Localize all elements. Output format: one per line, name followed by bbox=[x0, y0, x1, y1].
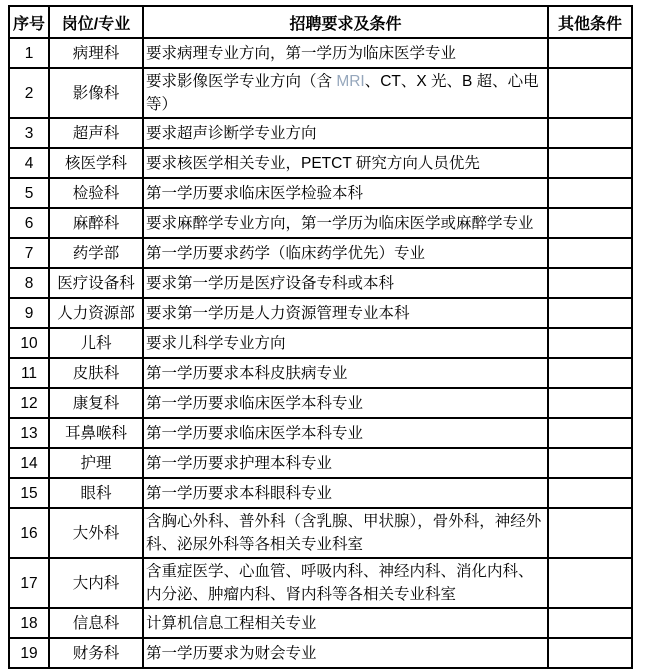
cell-other bbox=[548, 238, 632, 268]
cell-req: 要求第一学历是医疗设备专科或本科 bbox=[143, 268, 548, 298]
cell-other bbox=[548, 148, 632, 178]
cell-req: 第一学历要求护理本科专业 bbox=[143, 448, 548, 478]
cell-req: 第一学历要求本科皮肤病专业 bbox=[143, 358, 548, 388]
cell-other bbox=[548, 328, 632, 358]
cell-other bbox=[548, 388, 632, 418]
table-row bbox=[9, 118, 632, 148]
cell-no: 5 bbox=[9, 178, 49, 208]
header-other: 其他条件 bbox=[548, 6, 632, 38]
table-row bbox=[9, 148, 632, 178]
cell-other bbox=[548, 208, 632, 238]
table-row bbox=[9, 238, 632, 268]
cell-req: 要求儿科学专业方向 bbox=[143, 328, 548, 358]
table-row bbox=[9, 418, 632, 448]
cell-pos: 信息科 bbox=[49, 608, 143, 638]
cell-other bbox=[548, 638, 632, 668]
cell-other bbox=[548, 508, 632, 558]
cell-pos: 儿科 bbox=[49, 328, 143, 358]
table-row bbox=[9, 358, 632, 388]
cell-other bbox=[548, 68, 632, 118]
cell-no: 9 bbox=[9, 298, 49, 328]
cell-pos: 财务科 bbox=[49, 638, 143, 668]
cell-no: 3 bbox=[9, 118, 49, 148]
header-no: 序号 bbox=[9, 6, 49, 38]
cell-pos: 大内科 bbox=[49, 558, 143, 608]
cell-pos: 眼科 bbox=[49, 478, 143, 508]
cell-req: 含重症医学、心血管、呼吸内科、神经内科、消化内科、内分泌、肿瘤内科、肾内科等各相关专业科室 bbox=[143, 558, 548, 608]
cell-pos: 超声科 bbox=[49, 118, 143, 148]
header-requirement: 招聘要求及条件 bbox=[143, 6, 548, 38]
cell-no: 2 bbox=[9, 68, 49, 118]
cell-pos: 检验科 bbox=[49, 178, 143, 208]
cell-pos: 核医学科 bbox=[49, 148, 143, 178]
text-segment: 、CT、X 光、B 超、心电等） bbox=[146, 73, 539, 113]
cell-no: 10 bbox=[9, 328, 49, 358]
cell-pos: 护理 bbox=[49, 448, 143, 478]
cell-pos: 人力资源部 bbox=[49, 298, 143, 328]
cell-no: 15 bbox=[9, 478, 49, 508]
table-row bbox=[9, 508, 632, 558]
cell-req: 要求核医学相关专业，PETCT 研究方向人员优先 bbox=[143, 148, 548, 178]
cell-no: 7 bbox=[9, 238, 49, 268]
table-row bbox=[9, 38, 632, 68]
cell-pos: 医疗设备科 bbox=[49, 268, 143, 298]
cell-req: 第一学历要求为财会专业 bbox=[143, 638, 548, 668]
cell-other bbox=[548, 38, 632, 68]
cell-req: 要求超声诊断学专业方向 bbox=[143, 118, 548, 148]
cell-req: 第一学历要求本科眼科专业 bbox=[143, 478, 548, 508]
cell-other bbox=[548, 418, 632, 448]
cell-pos: 皮肤科 bbox=[49, 358, 143, 388]
table-row bbox=[9, 448, 632, 478]
cell-other bbox=[548, 118, 632, 148]
cell-no: 13 bbox=[9, 418, 49, 448]
cell-no: 14 bbox=[9, 448, 49, 478]
cell-other bbox=[548, 478, 632, 508]
cell-pos: 影像科 bbox=[49, 68, 143, 118]
cell-other bbox=[548, 268, 632, 298]
cell-no: 11 bbox=[9, 358, 49, 388]
cell-req bbox=[143, 68, 548, 118]
table-header bbox=[9, 6, 632, 38]
cell-no: 8 bbox=[9, 268, 49, 298]
table-row bbox=[9, 638, 632, 668]
header-row bbox=[9, 6, 632, 38]
header-position: 岗位/专业 bbox=[49, 6, 143, 38]
table-row bbox=[9, 328, 632, 358]
cell-pos: 麻醉科 bbox=[49, 208, 143, 238]
highlighted-text: MRI bbox=[336, 73, 365, 90]
table-row bbox=[9, 558, 632, 608]
cell-other bbox=[548, 608, 632, 638]
cell-req: 要求第一学历是人力资源管理专业本科 bbox=[143, 298, 548, 328]
cell-no: 6 bbox=[9, 208, 49, 238]
cell-req: 第一学历要求临床医学本科专业 bbox=[143, 418, 548, 448]
cell-no: 16 bbox=[9, 508, 49, 558]
table-row bbox=[9, 388, 632, 418]
table-row bbox=[9, 608, 632, 638]
cell-no: 19 bbox=[9, 638, 49, 668]
cell-req: 第一学历要求临床医学检验本科 bbox=[143, 178, 548, 208]
table-row bbox=[9, 478, 632, 508]
cell-pos: 耳鼻喉科 bbox=[49, 418, 143, 448]
table-body bbox=[9, 38, 632, 668]
cell-req: 含胸心外科、普外科（含乳腺、甲状腺），骨外科，神经外科、泌尿外科等各相关专业科室 bbox=[143, 508, 548, 558]
cell-no: 18 bbox=[9, 608, 49, 638]
cell-no: 4 bbox=[9, 148, 49, 178]
table-row bbox=[9, 178, 632, 208]
cell-other bbox=[548, 298, 632, 328]
text-segment: 要求影像医学专业方向（含 bbox=[146, 73, 337, 90]
cell-pos: 病理科 bbox=[49, 38, 143, 68]
cell-no: 1 bbox=[9, 38, 49, 68]
cell-other bbox=[548, 448, 632, 478]
table-row bbox=[9, 208, 632, 238]
cell-pos: 药学部 bbox=[49, 238, 143, 268]
cell-req: 第一学历要求临床医学本科专业 bbox=[143, 388, 548, 418]
cell-req: 计算机信息工程相关专业 bbox=[143, 608, 548, 638]
cell-req: 第一学历要求药学（临床药学优先）专业 bbox=[143, 238, 548, 268]
cell-other bbox=[548, 358, 632, 388]
table-row bbox=[9, 268, 632, 298]
cell-other bbox=[548, 558, 632, 608]
recruitment-table bbox=[8, 5, 633, 669]
cell-no: 12 bbox=[9, 388, 49, 418]
cell-no: 17 bbox=[9, 558, 49, 608]
cell-req: 要求麻醉学专业方向，第一学历为临床医学或麻醉学专业 bbox=[143, 208, 548, 238]
table-row bbox=[9, 298, 632, 328]
cell-pos: 大外科 bbox=[49, 508, 143, 558]
table-row bbox=[9, 68, 632, 118]
cell-req: 要求病理专业方向，第一学历为临床医学专业 bbox=[143, 38, 548, 68]
cell-pos: 康复科 bbox=[49, 388, 143, 418]
cell-other bbox=[548, 178, 632, 208]
